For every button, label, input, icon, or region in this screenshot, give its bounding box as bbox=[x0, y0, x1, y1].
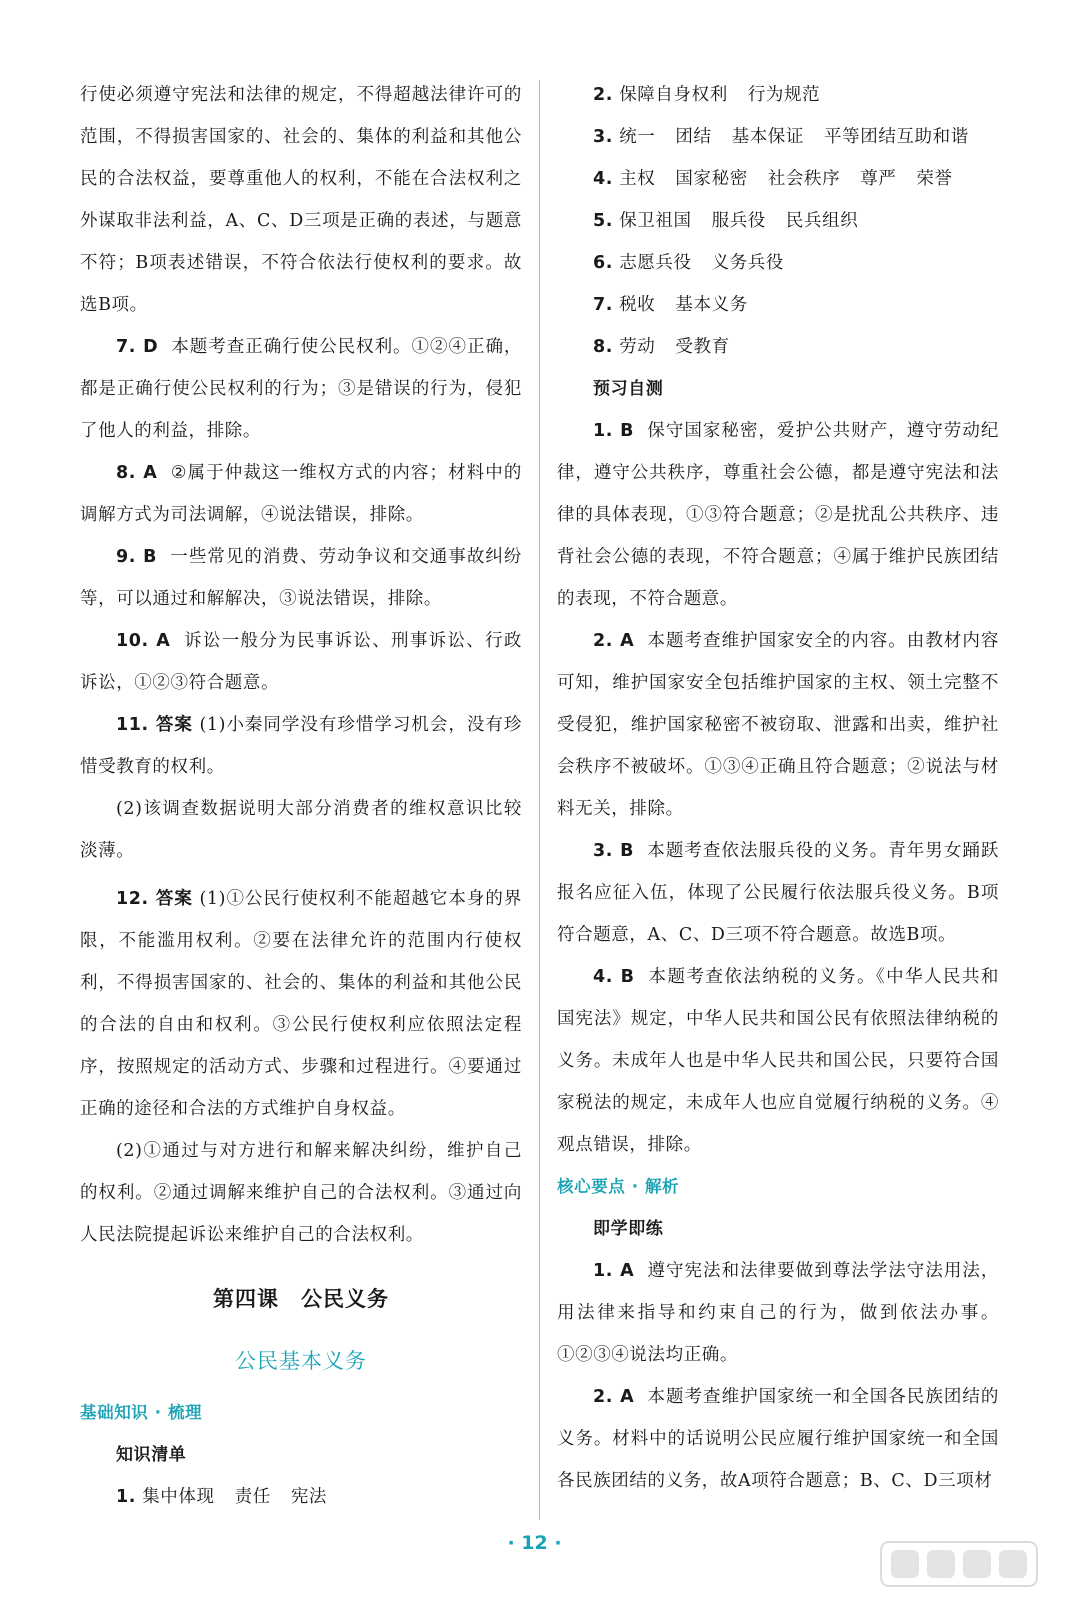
knowledge-item-number: 8. bbox=[593, 337, 614, 357]
knowledge-item-number: 4. bbox=[593, 169, 614, 189]
lesson-title bbox=[80, 1278, 522, 1320]
knowledge-item-7 bbox=[557, 284, 999, 326]
knowledge-term: 保障自身权利 bbox=[619, 85, 728, 105]
practice-answer-1 bbox=[557, 1250, 999, 1376]
knowledge-term: 尊严 bbox=[860, 169, 897, 189]
answer-12-number: 12. 答案 bbox=[116, 889, 193, 909]
knowledge-term: 行为规范 bbox=[747, 85, 821, 105]
knowledge-item-5 bbox=[557, 200, 999, 242]
knowledge-term: 荣誉 bbox=[916, 169, 953, 189]
knowledge-term: 税收 bbox=[619, 295, 656, 315]
knowledge-item-terms bbox=[619, 169, 972, 189]
practice-answer-1-number: 1. A bbox=[593, 1261, 635, 1281]
knowledge-term: 民兵组织 bbox=[785, 211, 859, 231]
practice-answer-2-number: 2. A bbox=[593, 1387, 635, 1407]
knowledge-item-terms bbox=[619, 127, 989, 147]
knowledge-term: 保卫祖国 bbox=[619, 211, 692, 231]
answer-8 bbox=[80, 452, 522, 536]
answer-6-continued: 行使必须遵守宪法和法律的规定，不得超越法律许可的范围，不得损害国家的、社会的、集体的利益和其他公民的合法权益，要尊重他人的权利，不能在合法权利之外谋取非法利益，A、C、D三项是正确的表述，与题意不符；B项表述错误，不符合依法行使权利的要求。故选B项。 bbox=[80, 85, 522, 315]
practice-answer-2 bbox=[557, 1376, 999, 1502]
knowledge-item-2 bbox=[557, 74, 999, 116]
knowledge-item-number: 5. bbox=[593, 211, 614, 231]
lesson-name: 公民义务 bbox=[301, 1287, 389, 1311]
knowledge-list-heading: 知识清单 bbox=[116, 1445, 187, 1465]
answer-7-text: 本题考查正确行使公民权利。①②④正确，都是正确行使公民权利的行为；③是错误的行为，侵犯了他人的利益，排除。 bbox=[80, 337, 523, 441]
knowledge-list bbox=[557, 74, 999, 368]
left-column bbox=[80, 74, 522, 1518]
knowledge-term: 集中体现 bbox=[142, 1487, 215, 1507]
answer-8-text: ②属于仲裁这一维权方式的内容；材料中的调解方式为司法调解，④说法错误，排除。 bbox=[80, 463, 522, 525]
answer-11-number: 11. 答案 bbox=[116, 715, 193, 735]
knowledge-item-1-terms bbox=[142, 1487, 347, 1507]
knowledge-item-terms bbox=[619, 295, 768, 315]
knowledge-term: 平等团结互助和谐 bbox=[824, 127, 969, 147]
answer-12-part-1 bbox=[80, 878, 522, 1130]
preview-answer-1 bbox=[557, 410, 999, 620]
lesson-number: 第四课 bbox=[213, 1287, 279, 1311]
answer-11-part-1 bbox=[80, 704, 522, 788]
knowledge-term: 社会秩序 bbox=[767, 169, 841, 189]
answer-9-text: 一些常见的消费、劳动争议和交通事故纠纷等，可以通过和解解决，③说法错误，排除。 bbox=[80, 547, 523, 609]
practice-heading: 即学即练 bbox=[593, 1219, 664, 1239]
knowledge-term: 义务兵役 bbox=[711, 253, 785, 273]
knowledge-item-terms bbox=[619, 337, 750, 357]
answer-8-number: 8. A bbox=[116, 463, 158, 483]
preview-answer-3 bbox=[557, 830, 999, 956]
practice-answer-1-text: 遵守宪法和法律要做到尊法学法守法用法，用法律来指导和约束自己的行为，做到依法办事。①②③④说法均正确。 bbox=[557, 1261, 1000, 1365]
answer-10-number: 10. A bbox=[116, 631, 171, 651]
preview-answer-2-text: 本题考查维护国家安全的内容。由教材内容可知，维护国家安全包括维护国家的主权、领土完整不受侵犯，维护国家秘密不被窃取、泄露和出卖，维护社会秩序不被破坏。①③④正确且符合题意；②说法与材料无关，排除。 bbox=[557, 631, 1000, 819]
knowledge-item-number: 6. bbox=[593, 253, 614, 273]
practice-answer-2-text: 本题考查维护国家统一和全国各民族团结的义务。材料中的话说明公民应履行维护国家统一和全国各民族团结的义务，故A项符合题意；B、C、D三项材 bbox=[557, 1387, 1000, 1491]
knowledge-term: 服兵役 bbox=[711, 211, 766, 231]
knowledge-item-number: 3. bbox=[593, 127, 614, 147]
preview-test-heading: 预习自测 bbox=[593, 379, 664, 399]
knowledge-term: 国家秘密 bbox=[675, 169, 748, 189]
preview-answer-4-text: 本题考查依法纳税的义务。《中华人民共和国宪法》规定，中华人民共和国公民有依照法律纳税的义务。未成年人也是中华人民共和国公民，只要符合国家税法的规定，未成年人也应自觉履行纳税的义务。④观点错误，排除。 bbox=[557, 967, 1000, 1155]
answer-10 bbox=[80, 620, 522, 704]
answer-9 bbox=[80, 536, 522, 620]
right-column bbox=[557, 74, 999, 1502]
page-number: · 12 · bbox=[507, 1532, 562, 1554]
section-title: 公民基本义务 bbox=[235, 1349, 367, 1373]
preview-answer-2 bbox=[557, 620, 999, 830]
preview-answer-3-number: 3. B bbox=[593, 841, 635, 861]
knowledge-term: 劳动 bbox=[619, 337, 656, 357]
knowledge-term: 宪法 bbox=[290, 1487, 328, 1507]
knowledge-term: 团结 bbox=[675, 127, 712, 147]
section-tag-core: 核心要点 · 解析 bbox=[557, 1177, 680, 1196]
knowledge-item-terms bbox=[619, 211, 878, 231]
knowledge-item-8 bbox=[557, 326, 999, 368]
knowledge-item-4 bbox=[557, 158, 999, 200]
column-divider bbox=[539, 80, 540, 1520]
preview-answer-1-number: 1. B bbox=[593, 421, 635, 441]
knowledge-item-1-number: 1. bbox=[116, 1487, 137, 1507]
knowledge-term: 基本义务 bbox=[675, 295, 748, 315]
preview-answer-1-text: 保守国家秘密，爱护公共财产，遵守劳动纪律，遵守公共秩序，尊重社会公德，都是遵守宪法和法律的具体表现，①③符合题意；②是扰乱公共秩序、违背社会公德的表现，不符合题意；④属于维护民族团结的表现，不符合题意。 bbox=[557, 421, 1000, 609]
knowledge-item-1 bbox=[80, 1476, 522, 1518]
answer-11-text-1: (1)小秦同学没有珍惜学习机会，没有珍惜受教育的权利。 bbox=[80, 715, 522, 777]
knowledge-term: 志愿兵役 bbox=[619, 253, 692, 273]
knowledge-item-number: 2. bbox=[593, 85, 614, 105]
preview-answer-2-number: 2. A bbox=[593, 631, 635, 651]
answer-7 bbox=[80, 326, 522, 452]
knowledge-term: 主权 bbox=[619, 169, 656, 189]
preview-answer-3-text: 本题考查依法服兵役的义务。青年男女踊跃报名应征入伍，体现了公民履行依法服兵役义务。B项符合题意，A、C、D三项不符合题意。故选B项。 bbox=[557, 841, 1000, 945]
answer-9-number: 9. B bbox=[116, 547, 158, 567]
knowledge-item-6 bbox=[557, 242, 999, 284]
knowledge-term: 基本保证 bbox=[731, 127, 805, 147]
section-tag-basics: 基础知识 · 梳理 bbox=[80, 1403, 203, 1422]
knowledge-item-3 bbox=[557, 116, 999, 158]
knowledge-term: 统一 bbox=[619, 127, 656, 147]
watermark-logo-icon bbox=[879, 1540, 1039, 1588]
answer-11-part-2: (2)该调查数据说明大部分消费者的维权意识比较淡薄。 bbox=[80, 799, 522, 861]
knowledge-item-terms bbox=[619, 253, 804, 273]
knowledge-term: 责任 bbox=[234, 1487, 271, 1507]
answer-12-part-2: (2)①通过与对方进行和解来解决纠纷，维护自己的权利。②通过调解来维护自己的合法权利。③通过向人民法院提起诉讼来维护自己的合法权利。 bbox=[80, 1141, 522, 1245]
knowledge-term: 受教育 bbox=[675, 337, 730, 357]
knowledge-item-terms bbox=[619, 85, 840, 105]
answer-10-text: 诉讼一般分为民事诉讼、刑事诉讼、行政诉讼，①②③符合题意。 bbox=[80, 631, 522, 693]
knowledge-item-number: 7. bbox=[593, 295, 614, 315]
answer-7-number: 7. D bbox=[116, 337, 159, 357]
preview-answer-4-number: 4. B bbox=[593, 967, 635, 987]
answer-12-text-1: (1)①公民行使权利不能超越它本身的界限，不能滥用权利。②要在法律允许的范围内行使权利，不得损害国家的、社会的、集体的利益和其他公民的合法的自由和权利。③公民行使权利应依照法定程序，按照规定的活动方式、步骤和过程进行。④要通过正确的途径和合法的方式维护自身权益。 bbox=[80, 889, 522, 1119]
preview-answer-4 bbox=[557, 956, 999, 1166]
